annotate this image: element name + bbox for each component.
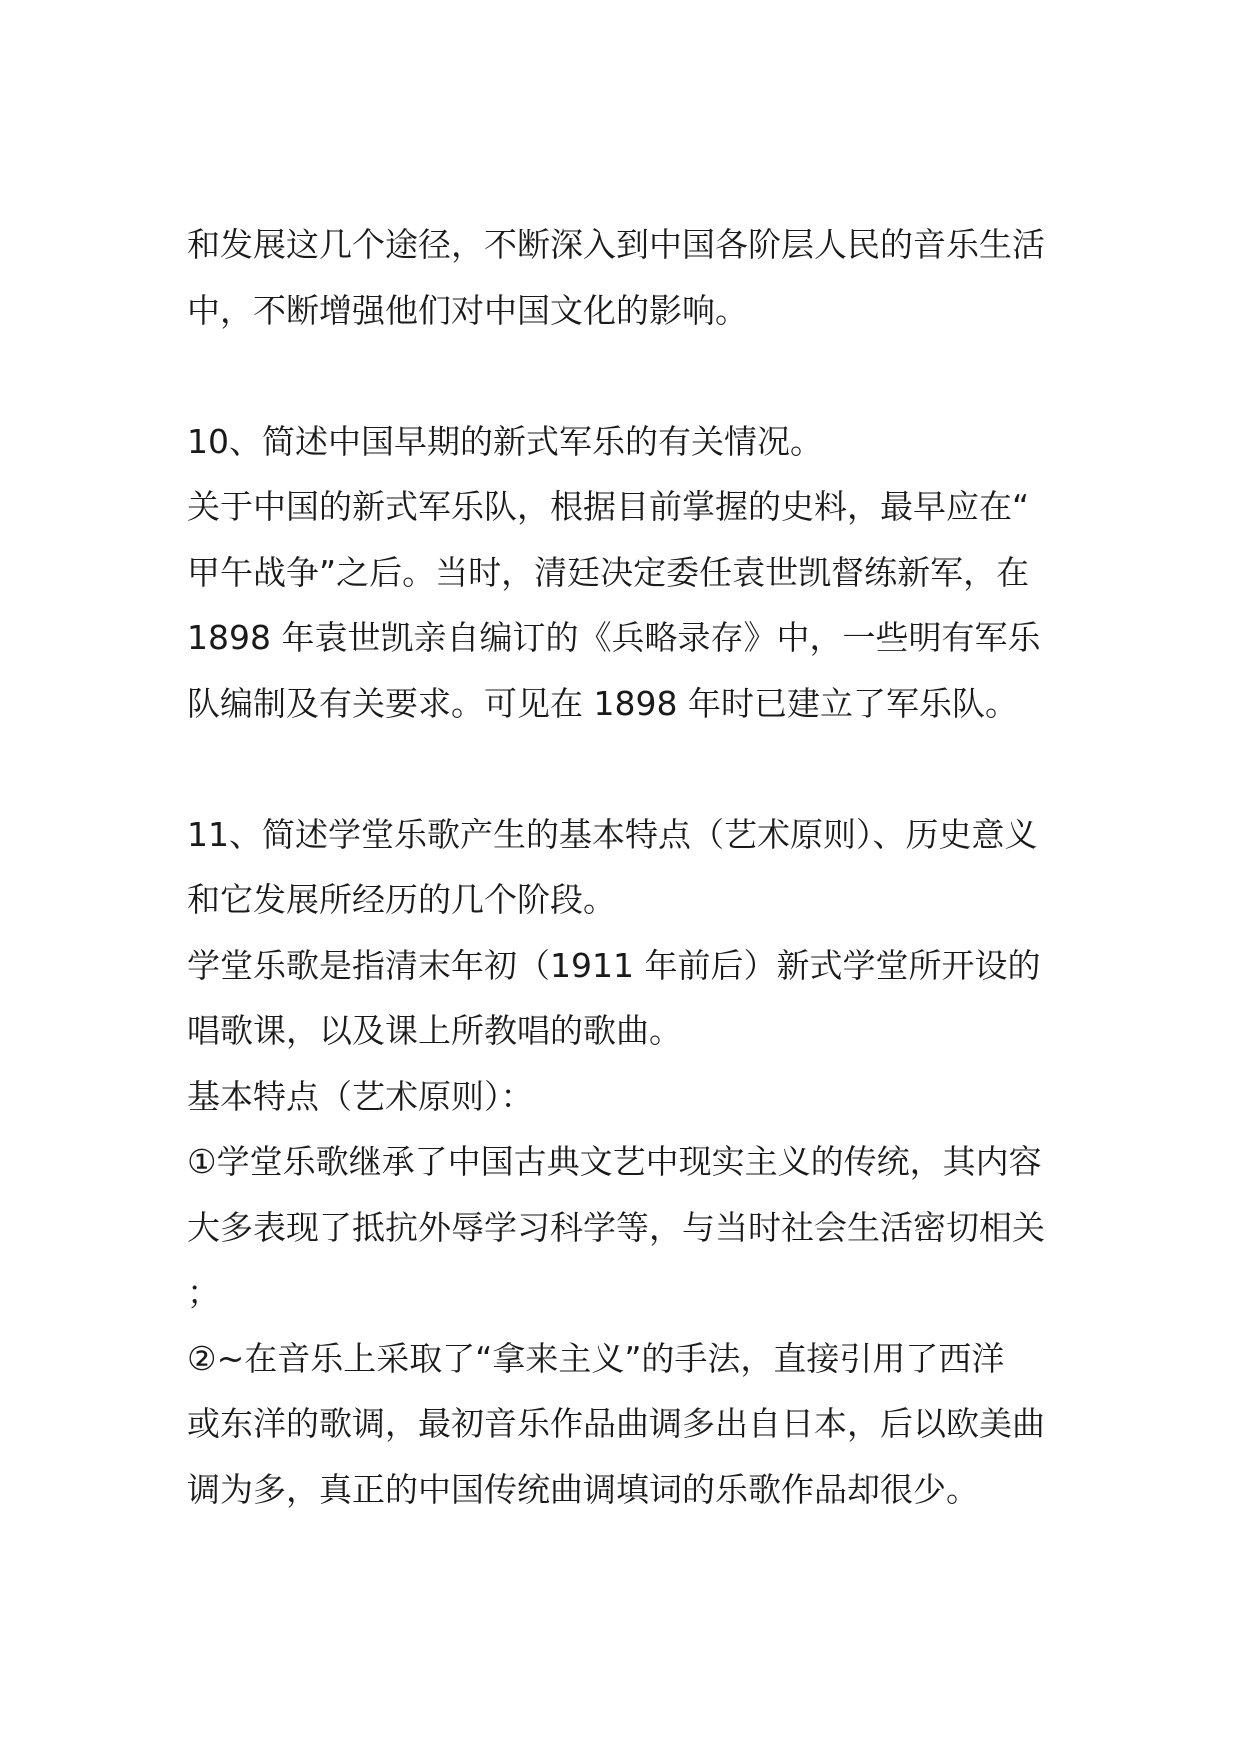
paragraph-gap bbox=[187, 343, 1067, 409]
question-10-heading: 10、简述中国早期的新式军乐的有关情况。 bbox=[187, 421, 823, 461]
text-line: 关于中国的新式军乐队，根据目前掌握的史料，最早应在“ bbox=[187, 487, 1030, 526]
features-heading: 基本特点（艺术原则）： bbox=[187, 1076, 534, 1116]
text-line: ②~在音乐上采取了“拿来主义”的手法，直接引用了西洋 bbox=[187, 1338, 1005, 1378]
text-line: 中，不断增强他们对中国文化的影响。 bbox=[187, 290, 748, 330]
paragraph-gap bbox=[187, 736, 1067, 802]
document-body bbox=[187, 212, 1067, 1522]
text-line: 或东洋的歌调，最初音乐作品曲调多出自日本，后以欧美曲 bbox=[187, 1404, 1045, 1443]
text-line: 调为多，真正的中国传统曲调填词的乐歌作品却很少。 bbox=[187, 1469, 979, 1509]
intro-paragraph bbox=[187, 212, 1067, 343]
text-line: ； bbox=[187, 1273, 220, 1312]
text-line: 学堂乐歌是指清末年初（1911 年前后）新式学堂所开设的 bbox=[187, 945, 1041, 985]
question-11-heading: 11、简述学堂乐歌产生的基本特点（艺术原则）、历史意义 bbox=[187, 814, 1038, 854]
text-line: 和发展这几个途径，不断深入到中国各阶层人民的音乐生活 bbox=[187, 225, 1045, 264]
text-line: 唱歌课，以及课上所教唱的歌曲。 bbox=[187, 1011, 682, 1050]
text-line: 甲午战争”之后。当时，清廷决定委任袁世凯督练新军，在 bbox=[187, 552, 1030, 592]
text-line: 队编制及有关要求。可见在 1898 年时已建立了军乐队。 bbox=[187, 683, 1018, 723]
question-11-section bbox=[187, 802, 1067, 1523]
question-11-heading: 和它发展所经历的几个阶段。 bbox=[187, 880, 616, 919]
text-line: 1898 年袁世凯亲自编订的《兵略录存》中，一些明有军乐 bbox=[187, 618, 1041, 657]
text-line: ①学堂乐歌继承了中国古典文艺中现实主义的传统，其内容 bbox=[187, 1142, 1042, 1181]
text-line: 大多表现了抵抗外辱学习科学等，与当时社会生活密切相关 bbox=[187, 1207, 1045, 1247]
question-10-section bbox=[187, 409, 1067, 737]
